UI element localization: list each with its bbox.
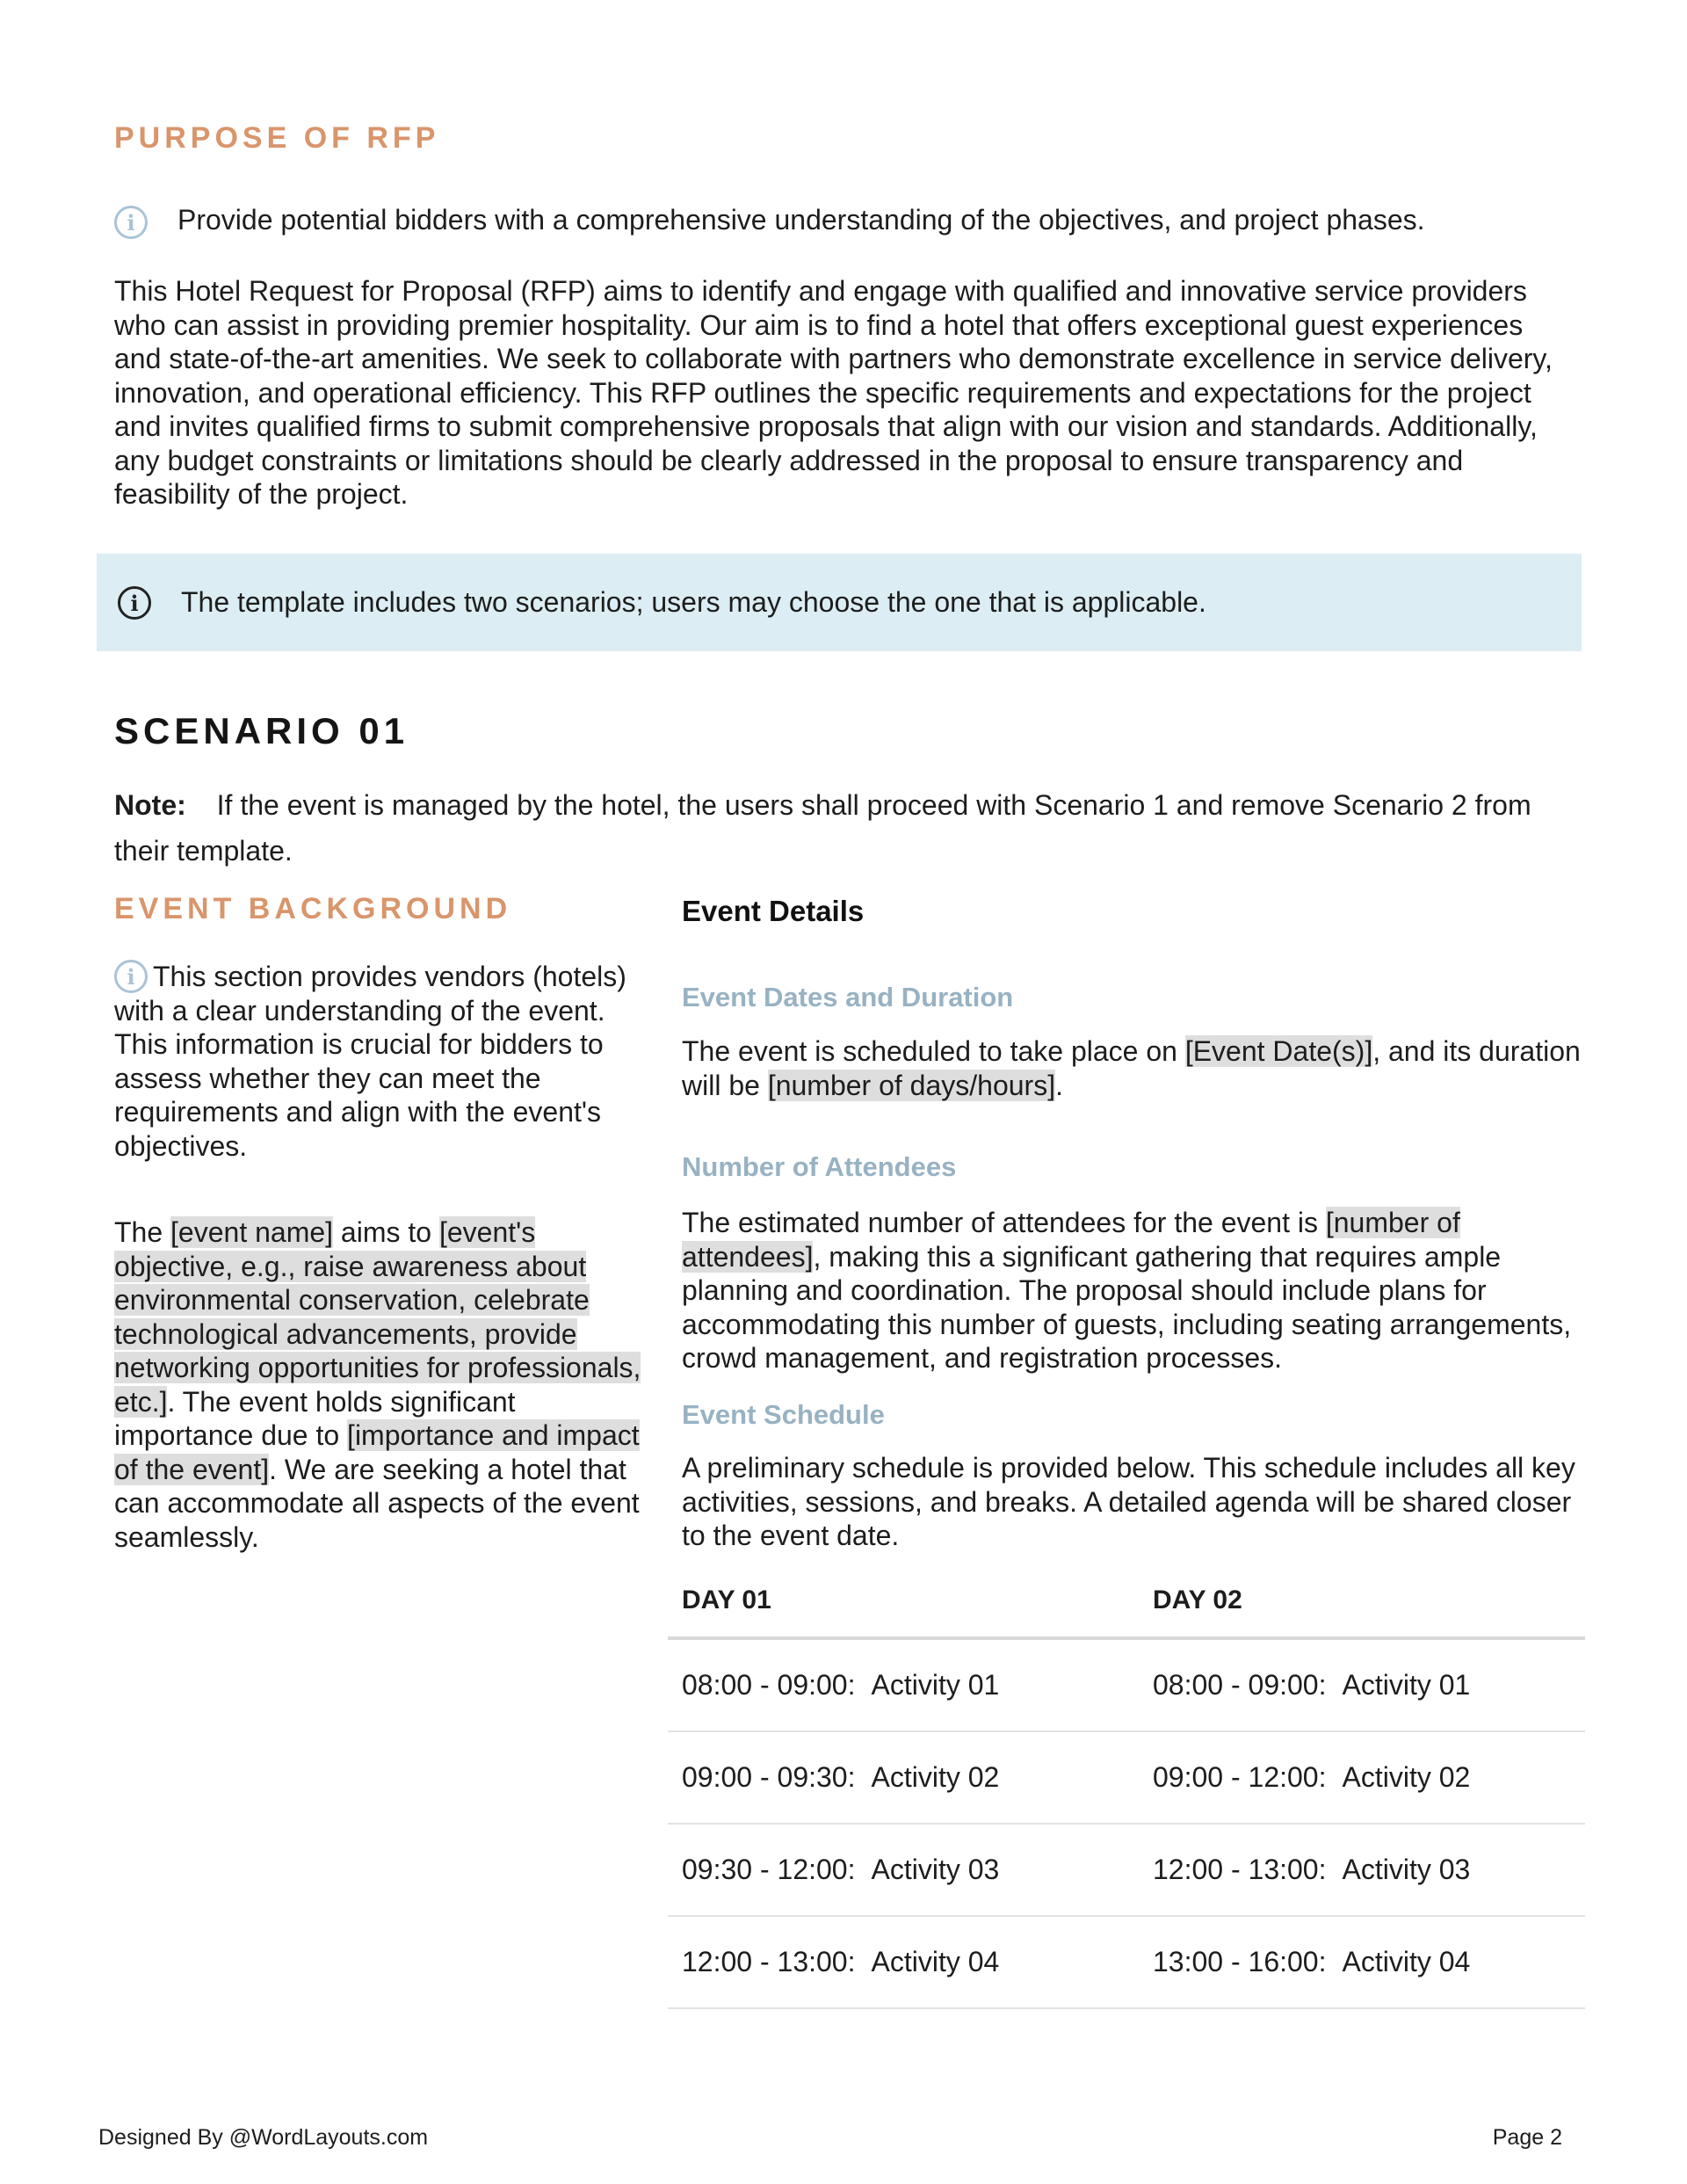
activity: Activity 01 [1342,1669,1471,1701]
time-range: 09:30 - 12:00: [682,1854,856,1885]
time-range: 08:00 - 09:00: [1153,1669,1327,1701]
schedule-row [668,1731,1585,1824]
callout-text: The template includes two scenarios; users may choose the one that is applicable. [181,586,1206,618]
activity: Activity 03 [871,1854,1000,1885]
time-range: 09:00 - 09:30: [682,1761,856,1793]
note-text: If the event is managed by the hotel, the users shall proceed with Scenario 1 and remove Scenario 2 from their template. [114,789,1531,867]
text-run: . [1055,1069,1063,1101]
attendees-text [682,1206,1587,1375]
activity: Activity 04 [871,1946,1000,1977]
info-icon: i [118,586,151,620]
text-run: The event is scheduled to take place on [682,1035,1185,1067]
day2-cell [1139,1916,1585,2008]
attendees-title: Number of Attendees [682,1151,957,1182]
text-run: aims to [333,1216,439,1248]
activity: Activity 01 [871,1669,1000,1701]
purpose-info-note [114,202,1590,239]
info-icon: i [114,206,148,239]
schedule-row [668,1824,1585,1916]
scenario-callout [97,554,1582,651]
purpose-paragraph: This Hotel Request for Proposal (RFP) aims to identify and engage with qualified and innovative service providers who can assist in providing premier hospitality. Our aim is to find a hotel that offers exceptional guest experiences and state-of-the-art amenities. We seek to collaborate with partners who demonstrate excellence in service delivery, innovation, and operational efficiency. This RFP outlines the specific requirements and expectations for the project and invites qualified firms to submit comprehensive proposals that align with our vision and standards. Additionally, any budget constraints or limitations should be clearly addressed in the proposal to ensure transparency and feasibility of the project. [114,275,1553,510]
schedule-text: A preliminary schedule is provided below. This schedule includes all key activities, sessions, and breaks. A detailed agenda will be shared closer to the event date. [682,1452,1575,1551]
text-run: The estimated number of attendees for the event is [682,1207,1326,1238]
info-icon: i [114,960,148,993]
text-run: . We are seeking a hotel that can accommodate all aspects of the event seamlessly. [114,1453,640,1553]
page-number: Page 2 [1492,2125,1562,2150]
placeholder-duration: [number of days/hours] [767,1069,1056,1101]
scenario-note [114,782,1590,874]
time-range: 09:00 - 12:00: [1153,1761,1327,1793]
placeholder-event-importance: [importance and impact of the event] [114,1419,640,1485]
activity: Activity 02 [871,1761,1000,1793]
scenario-title: SCENARIO 01 [114,710,409,751]
schedule-table [668,1585,1585,2009]
purpose-title: PURPOSE OF RFP [114,121,440,155]
event-background-info-note [114,960,641,1163]
time-range: 08:00 - 09:00: [682,1669,856,1701]
background-info-text: This section provides vendors (hotels) with a clear understanding of the event. This information is crucial for bidders to assess whether they can meet the requirements and align with the event's objectives. [114,961,626,1162]
schedule-header-row [668,1585,1585,1638]
day1-cell [668,1916,1139,2008]
event-dates-title: Event Dates and Duration [682,982,1014,1012]
day1-cell [668,1824,1139,1916]
schedule-title: Event Schedule [682,1399,885,1430]
day2-cell [1139,1638,1585,1731]
day2-cell [1139,1824,1585,1916]
event-background-paragraph [114,1215,641,1554]
event-details-title: Event Details [682,895,865,927]
time-range: 12:00 - 13:00: [1153,1854,1327,1885]
day2-cell [1139,1731,1585,1824]
day1-cell [668,1638,1139,1731]
placeholder-event-objective: [event's objective, e.g., raise awareness about environmental conservation, celebrate technological advancements, provide networking opportunities for professionals, etc.] [114,1216,641,1418]
text-run: The [114,1216,171,1248]
placeholder-event-name: [event name] [170,1216,334,1248]
day2-header: DAY 02 [1139,1585,1585,1638]
schedule-row [668,1638,1585,1731]
time-range: 13:00 - 16:00: [1153,1946,1327,1977]
schedule-row [668,1916,1585,2008]
event-dates-text [682,1034,1587,1102]
day1-header: DAY 01 [668,1585,1139,1638]
event-background-title: EVENT BACKGROUND [114,892,512,925]
activity: Activity 03 [1342,1854,1471,1885]
text-run: , and its duration will be [682,1035,1581,1101]
text-run: . The event holds significant importance due to [114,1385,516,1451]
purpose-info-text: Provide potential bidders with a comprehensive understanding of the objectives, and project phases. [177,204,1425,236]
note-label: Note: [114,789,186,821]
day1-cell [668,1731,1139,1824]
activity: Activity 04 [1342,1946,1471,1977]
activity: Activity 02 [1342,1761,1471,1793]
time-range: 12:00 - 13:00: [682,1946,856,1977]
text-run: , making this a significant gathering that requires ample planning and coordination. The proposal should include plans for accommodating this number of guests, including seating arrangements, crowd management, and registration processes. [682,1240,1572,1374]
footer-credit: Designed By @WordLayouts.com [98,2125,429,2150]
placeholder-event-dates: [Event Date(s)] [1184,1035,1373,1067]
placeholder-attendees: [number of attendees] [682,1207,1460,1273]
